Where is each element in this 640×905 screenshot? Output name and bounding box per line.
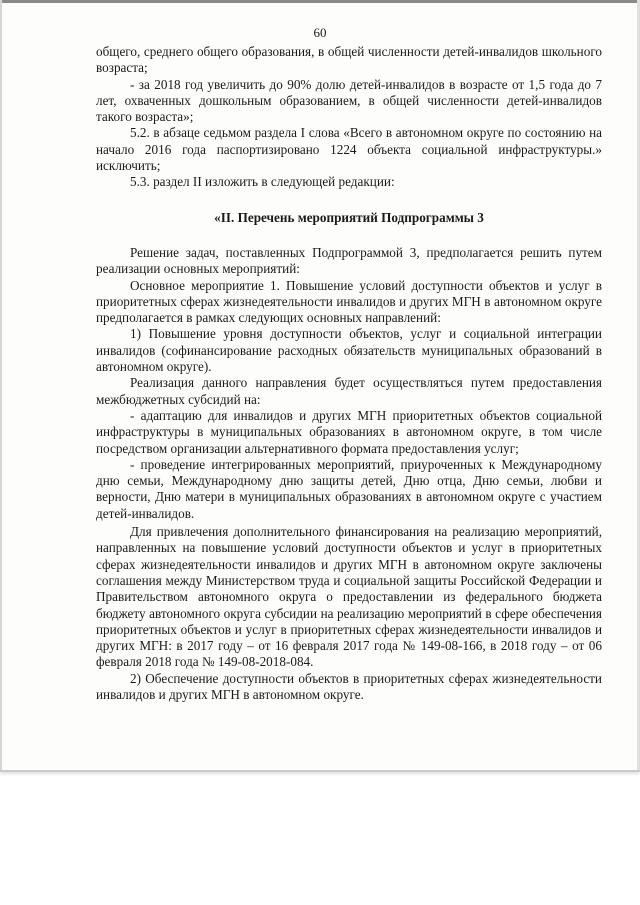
paragraph-direction-1: 1) Повышение уровня доступности объектов, услуг и социальной интеграции инвалидов (софинансирование расходных обязательств муниципальных образований в автономном округе).: [96, 326, 602, 375]
paragraph-continuation: общего, среднего общего образования, в общей численности детей-инвалидов школьного возраста;: [96, 44, 602, 76]
paragraph-5-2: 5.2. в абзаце седьмом раздела I слова «Всего в автономном округе по состоянию на начало 2016 года паспортизировано 1224 объекта социальной инфраструктуры.» исключить;: [96, 125, 602, 174]
paragraph-bullet-events: - проведение интегрированных мероприятий, приуроченных к Международному дню семьи, Международному дню защиты детей, Дню отца, Дню семьи, любви и верности, Дню матери в муниципальных образованиях в автономном округе с участием детей-инвалидов.: [96, 456, 602, 521]
page-number: 60: [313, 25, 327, 40]
section-heading: «II. Перечень мероприятий Подпрограммы 3: [214, 209, 484, 225]
document-body: [96, 44, 602, 703]
paragraph-intro: Решение задач, поставленных Подпрограммой 3, предполагается решить путем реализации основных мероприятий:: [96, 244, 602, 277]
paragraph-bullet-2018: - за 2018 год увеличить до 90% долю детей-инвалидов в возрасте от 1,5 года до 7 лет, охваченных дошкольным образованием, в общей численности детей-инвалидов такого возраста»;: [96, 76, 602, 125]
paragraph-bullet-adaptation: - адаптацию для инвалидов и других МГН приоритетных объектов социальной инфраструктуры в муниципальных образованиях в автономном округе, в том числе посредством организации альтернативного формата предоставления услуг;: [96, 407, 602, 456]
paragraph-5-3: 5.3. раздел II изложить в следующей редакции:: [130, 174, 395, 190]
scan-edge-left: [0, 0, 2, 770]
paragraph-implementation: Реализация данного направления будет осуществляться путем предоставления межбюджетных субсидий на:: [96, 375, 602, 407]
scan-edge-top: [0, 0, 640, 3]
paragraph-financing: Для привлечения дополнительного финансирования на реализацию мероприятий, направленных на повышение условий доступности объектов и услуг в приоритетных сферах жизнедеятельности инвалидов и других МГН в автономном округе заключены соглашения между Министерством труда и социальной защиты Российской Федерации и Правительством автономного округа о предоставлении из федерального бюджета бюджету автономного округа субсидии на реализацию мероприятий в сфере обеспечения приоритетных объектов и услуг в приоритетных сферах жизнедеятельности инвалидов и других МГН: в 2017 году – от 16 февраля 2017 года № 149-08-166, в 2018 году – от 06 февраля 2018 года № 149-08-2018-084.: [96, 524, 602, 670]
paragraph-direction-2: 2) Обеспечение доступности объектов в приоритетных сферах жизнедеятельности инвалидов и других МГН в автономном округе.: [96, 670, 602, 702]
paragraph-main-activity-1: Основное мероприятие 1. Повышение условий доступности объектов и услуг в приоритетных сферах жизнедеятельности инвалидов и других МГН в автономном округе предполагается в рамках следующих основных направлений:: [96, 277, 602, 326]
